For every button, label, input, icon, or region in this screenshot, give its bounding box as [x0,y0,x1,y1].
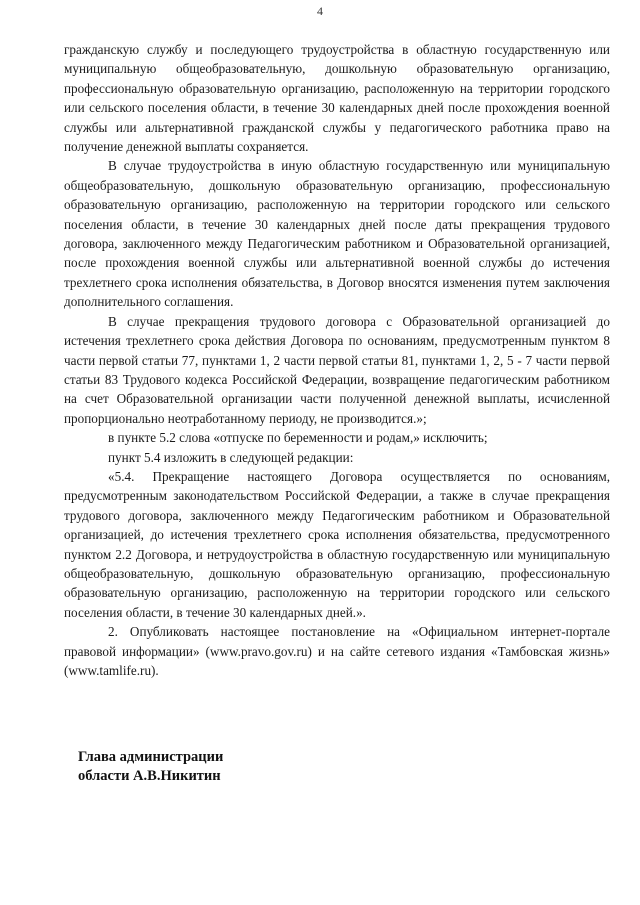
paragraph-employment-case: В случае трудоустройства в иную областную государственную или муниципальную общеобразовательную, дошкольную образовательную организацию, профессиональную образовательную организацию, расположенную на территории городского или сельского поселения области, в течение 30 календарных дней после даты прекращения трудового договора, заключенного между Педагогическим работником и Образовательной организацией, после прохождения военной службы или альтернативной военной службы до истечения трехлетнего срока исполнения обязательства, в Договор вносятся изменения путем заключения дополнительного соглашения. [64,158,610,310]
paragraph-termination-case: В случае прекращения трудового договора с Образовательной организацией до истечения трехлетнего срока действия Договора по основаниям, предусмотренным пунктом 8 части первой статьи 77, пунктами 1, 2 части первой статьи 81, пунктами 1, 2, 5 - 7 части первой статьи 83 Трудового кодекса Российской Федерации, возвращение педагогическим работником на счет Образовательной организации части полученной денежной выплаты, исчисленной пропорционально неотработанному периоду, не производится.»; [64,313,610,426]
paragraph-clause-5-4-intro: пункт 5.4 изложить в следующей редакции: [108,449,354,465]
paragraph-clause-5-2: в пункте 5.2 слова «отпуске по беременности и родам,» исключить; [108,430,488,446]
signature-title: Глава администрации [78,749,224,765]
document-body [64,40,610,680]
paragraph-continuation: гражданскую службу и последующего трудоустройства в областную государственную или муниципальную общеобразовательную, дошкольную образовательную организацию, профессиональную образовательную организацию, расположенную на территории городского или сельского поселения области, в течение 30 календарных дней после прохождения военной службы или альтернативной гражданской службы у педагогического работника право на получение денежной выплаты сохраняется. [64,42,610,155]
signature-name: области А.В.Никитин [78,768,221,784]
signature-block [78,748,223,786]
paragraph-clause-5-4: «5.4. Прекращение настоящего Договора осуществляется по основаниям, предусмотренным законодательством Российской Федерации, а также в случае прекращения трудового договора, заключенного между Педагогическим работником и Образовательной организацией, до истечения трехлетнего срока исполнения обязательства, предусмотренного пунктом 2.2 Договора, и нетрудоустройства в областную государственную или муниципальную общеобразовательную, дошкольную образовательную организацию, профессиональную образовательную организацию, расположенную на территории городского или сельского поселения области, в течение 30 календарных дней.». [64,468,610,620]
paragraph-publish: 2. Опубликовать настоящее постановление на «Официальном интернет-портале правовой информации» (www.pravo.gov.ru) и на сайте сетевого издания «Тамбовская жизнь» (www.tamlife.ru). [64,624,610,678]
page-number: 4 [317,4,323,18]
